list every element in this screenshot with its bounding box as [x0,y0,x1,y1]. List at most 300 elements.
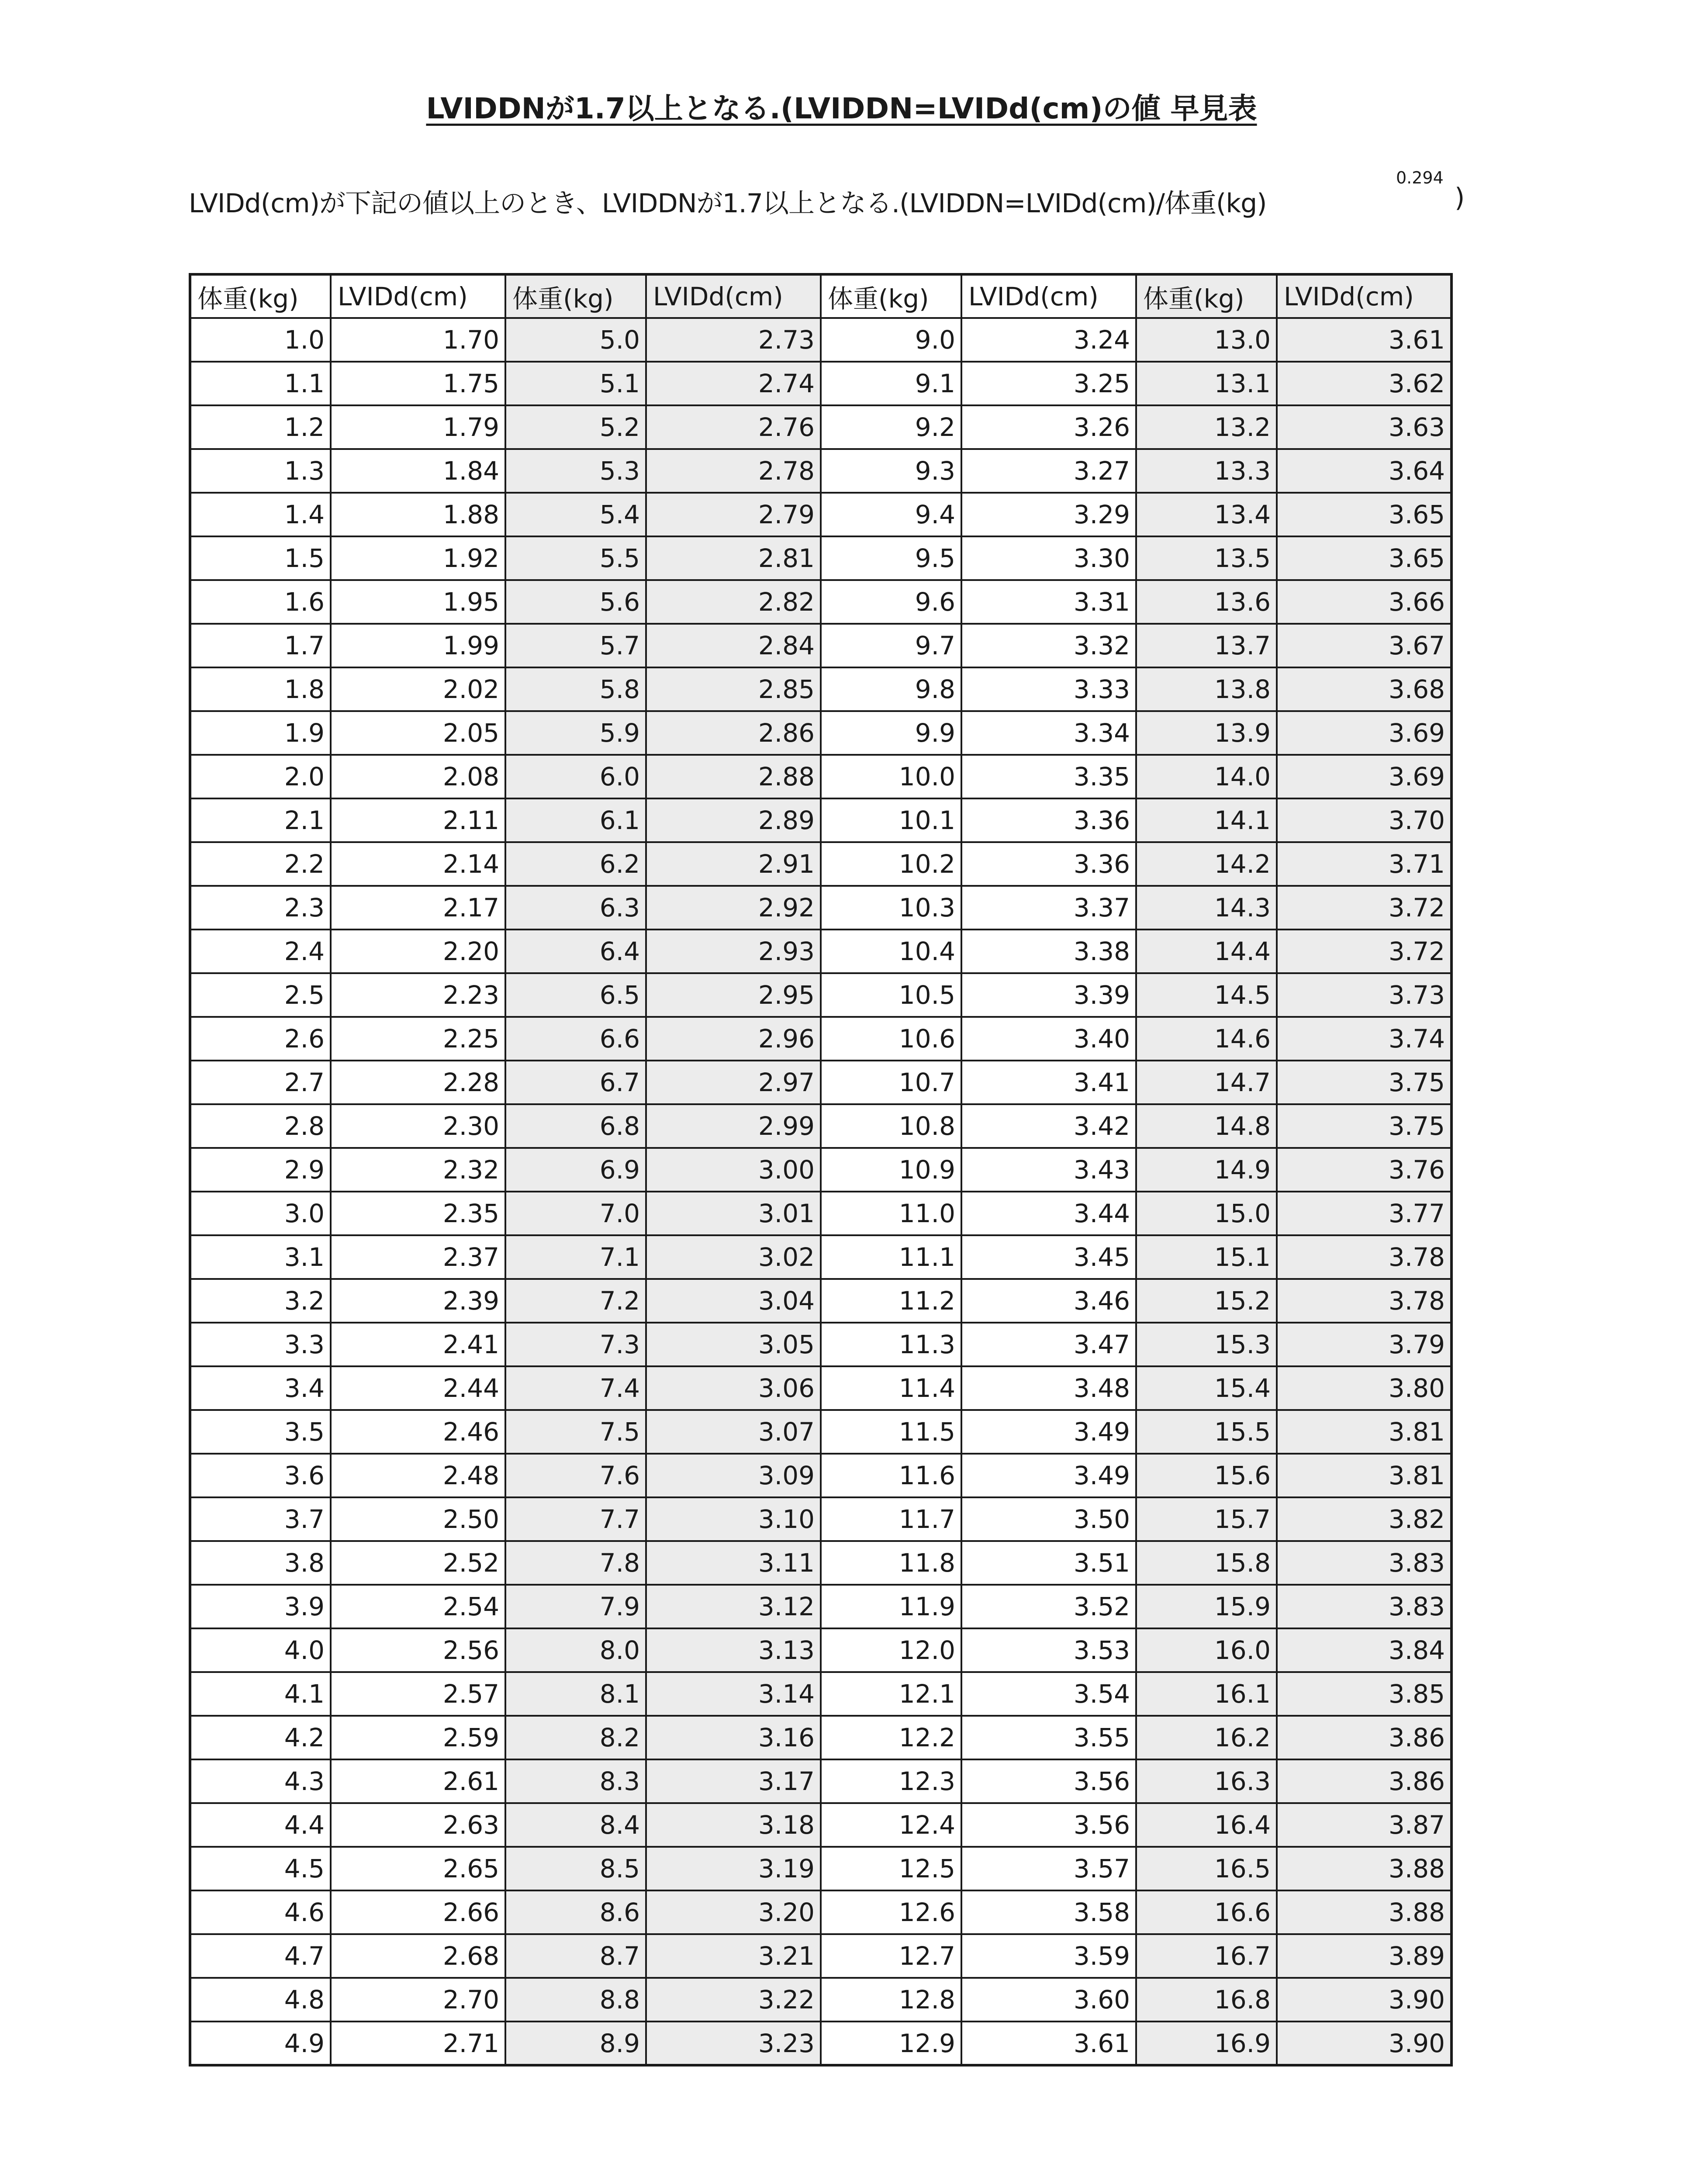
lvidd-cell: 3.74 [1277,1017,1451,1061]
weight-cell: 6.5 [505,973,646,1017]
table-row [190,1454,1451,1497]
lvidd-cell: 3.49 [961,1454,1136,1497]
lvidd-cell: 2.86 [646,711,821,755]
table-row [190,1235,1451,1279]
weight-cell: 2.1 [190,798,331,842]
lvidd-cell: 2.17 [331,886,505,930]
weight-cell: 5.2 [505,405,646,449]
table-row [190,1410,1451,1454]
lvidd-cell: 2.23 [331,973,505,1017]
weight-cell: 7.5 [505,1410,646,1454]
lvidd-cell: 3.67 [1277,624,1451,667]
weight-cell: 11.3 [821,1323,961,1366]
lvidd-cell: 2.91 [646,842,821,886]
lvidd-cell: 3.45 [961,1235,1136,1279]
weight-cell: 15.7 [1136,1497,1277,1541]
lvidd-cell: 3.63 [1277,405,1451,449]
lvidd-cell: 3.02 [646,1235,821,1279]
lvidd-cell: 2.71 [331,2022,505,2065]
weight-cell: 4.2 [190,1716,331,1759]
lvidd-cell: 3.10 [646,1497,821,1541]
weight-cell: 16.9 [1136,2022,1277,2065]
lvidd-cell: 2.48 [331,1454,505,1497]
table-row [190,1934,1451,1978]
lvidd-cell: 3.18 [646,1803,821,1847]
lvidd-cell: 3.21 [646,1934,821,1978]
weight-cell: 11.0 [821,1192,961,1235]
header-lvidd-4: LVIDd(cm) [1277,274,1451,318]
header-weight-2: 体重(kg) [505,274,646,318]
lvidd-cell: 3.06 [646,1366,821,1410]
table-row [190,624,1451,667]
weight-cell: 5.4 [505,493,646,536]
weight-cell: 9.0 [821,318,961,362]
lvidd-cell: 3.69 [1277,755,1451,798]
weight-cell: 9.8 [821,667,961,711]
lvidd-cell: 3.49 [961,1410,1136,1454]
weight-cell: 8.5 [505,1847,646,1890]
weight-cell: 15.2 [1136,1279,1277,1323]
lvidd-cell: 3.90 [1277,1978,1451,2022]
weight-cell: 8.4 [505,1803,646,1847]
table-row [190,798,1451,842]
table-row [190,930,1451,973]
weight-cell: 6.2 [505,842,646,886]
lvidd-cell: 3.72 [1277,930,1451,973]
lvidd-cell: 2.79 [646,493,821,536]
weight-cell: 1.7 [190,624,331,667]
weight-cell: 2.7 [190,1061,331,1104]
weight-cell: 7.9 [505,1585,646,1628]
table-row [190,1279,1451,1323]
lvidd-cell: 3.33 [961,667,1136,711]
lvidd-cell: 3.35 [961,755,1136,798]
weight-cell: 1.3 [190,449,331,493]
table-row [190,1978,1451,2022]
lvidd-cell: 3.14 [646,1672,821,1716]
lvidd-cell: 2.08 [331,755,505,798]
weight-cell: 3.5 [190,1410,331,1454]
weight-cell: 7.3 [505,1323,646,1366]
lvidd-cell: 3.38 [961,930,1136,973]
table-row [190,1759,1451,1803]
weight-cell: 3.4 [190,1366,331,1410]
weight-cell: 10.1 [821,798,961,842]
weight-cell: 16.8 [1136,1978,1277,2022]
weight-cell: 11.9 [821,1585,961,1628]
lvidd-cell: 2.50 [331,1497,505,1541]
lvidd-cell: 2.57 [331,1672,505,1716]
weight-cell: 9.1 [821,362,961,405]
lvidd-cell: 2.44 [331,1366,505,1410]
weight-cell: 16.2 [1136,1716,1277,1759]
lvidd-cell: 2.56 [331,1628,505,1672]
lvidd-cell: 3.55 [961,1716,1136,1759]
lvidd-cell: 3.89 [1277,1934,1451,1978]
weight-cell: 8.1 [505,1672,646,1716]
lvidd-cell: 3.75 [1277,1061,1451,1104]
weight-cell: 2.6 [190,1017,331,1061]
weight-cell: 14.7 [1136,1061,1277,1104]
subtitle-exponent: 0.294 [1396,168,1444,187]
weight-cell: 14.8 [1136,1104,1277,1148]
weight-cell: 16.7 [1136,1934,1277,1978]
weight-cell: 10.6 [821,1017,961,1061]
lvidd-cell: 3.80 [1277,1366,1451,1410]
header-weight-1: 体重(kg) [190,274,331,318]
weight-cell: 16.1 [1136,1672,1277,1716]
weight-cell: 5.5 [505,536,646,580]
lvidd-cell: 2.84 [646,624,821,667]
weight-cell: 13.6 [1136,580,1277,624]
lvidd-cell: 3.46 [961,1279,1136,1323]
lvidd-cell: 2.88 [646,755,821,798]
lvidd-cell: 3.75 [1277,1104,1451,1148]
lvidd-cell: 3.42 [961,1104,1136,1148]
lvidd-cell: 2.93 [646,930,821,973]
lvidd-cell: 3.65 [1277,536,1451,580]
weight-cell: 1.4 [190,493,331,536]
weight-cell: 11.8 [821,1541,961,1585]
weight-cell: 5.8 [505,667,646,711]
weight-cell: 11.4 [821,1366,961,1410]
lvidd-cell: 3.73 [1277,973,1451,1017]
weight-cell: 12.9 [821,2022,961,2065]
lvidd-cell: 2.89 [646,798,821,842]
lvidd-cell: 2.85 [646,667,821,711]
lvidd-cell: 3.77 [1277,1192,1451,1235]
lvidd-cell: 1.99 [331,624,505,667]
lvidd-cell: 2.39 [331,1279,505,1323]
weight-cell: 14.0 [1136,755,1277,798]
weight-cell: 13.1 [1136,362,1277,405]
weight-cell: 4.3 [190,1759,331,1803]
lvidd-cell: 3.90 [1277,2022,1451,2065]
weight-cell: 10.9 [821,1148,961,1192]
weight-cell: 3.1 [190,1235,331,1279]
table-row [190,1061,1451,1104]
lvidd-cell: 2.37 [331,1235,505,1279]
table-row [190,1148,1451,1192]
lvidd-cell: 2.70 [331,1978,505,2022]
lvidd-cell: 1.95 [331,580,505,624]
lvidd-cell: 3.87 [1277,1803,1451,1847]
table-row [190,1803,1451,1847]
weight-cell: 7.4 [505,1366,646,1410]
weight-cell: 8.6 [505,1890,646,1934]
weight-cell: 12.5 [821,1847,961,1890]
lvidd-cell: 3.36 [961,842,1136,886]
weight-cell: 11.7 [821,1497,961,1541]
lvidd-cell: 3.58 [961,1890,1136,1934]
weight-cell: 12.3 [821,1759,961,1803]
weight-cell: 8.7 [505,1934,646,1978]
weight-cell: 4.1 [190,1672,331,1716]
weight-cell: 11.2 [821,1279,961,1323]
lvidd-cell: 2.63 [331,1803,505,1847]
lvidd-cell: 3.16 [646,1716,821,1759]
table-row [190,2022,1451,2065]
lvidd-cell: 2.14 [331,842,505,886]
weight-cell: 12.0 [821,1628,961,1672]
lvidd-cell: 3.30 [961,536,1136,580]
weight-cell: 4.5 [190,1847,331,1890]
weight-cell: 6.0 [505,755,646,798]
header-weight-3: 体重(kg) [821,274,961,318]
lvidd-cell: 3.62 [1277,362,1451,405]
header-weight-4: 体重(kg) [1136,274,1277,318]
table-row [190,973,1451,1017]
weight-cell: 2.0 [190,755,331,798]
weight-cell: 10.8 [821,1104,961,1148]
weight-cell: 3.9 [190,1585,331,1628]
lvidd-cell: 2.20 [331,930,505,973]
weight-cell: 2.4 [190,930,331,973]
lvidd-cell: 3.22 [646,1978,821,2022]
weight-cell: 11.6 [821,1454,961,1497]
lvidd-cell: 3.86 [1277,1716,1451,1759]
weight-cell: 12.1 [821,1672,961,1716]
page-subtitle: LVIDd(cm)が下記の値以上のとき、LVIDDNが1.7以上となる.(LVIDDN=LVIDd(cm)/体重(kg) [189,188,1267,219]
header-lvidd-1: LVIDd(cm) [331,274,505,318]
lvidd-cell: 3.88 [1277,1890,1451,1934]
weight-cell: 13.9 [1136,711,1277,755]
lvidd-cell: 3.00 [646,1148,821,1192]
lvidd-cell: 3.84 [1277,1628,1451,1672]
weight-cell: 6.4 [505,930,646,973]
weight-cell: 8.0 [505,1628,646,1672]
lvidd-cell: 3.24 [961,318,1136,362]
table-row [190,1366,1451,1410]
lvidd-cell: 1.70 [331,318,505,362]
table-row [190,493,1451,536]
weight-cell: 14.3 [1136,886,1277,930]
weight-cell: 14.5 [1136,973,1277,1017]
weight-cell: 4.8 [190,1978,331,2022]
weight-cell: 4.7 [190,1934,331,1978]
weight-cell: 7.8 [505,1541,646,1585]
weight-cell: 9.2 [821,405,961,449]
lvidd-cell: 3.83 [1277,1585,1451,1628]
weight-cell: 16.0 [1136,1628,1277,1672]
lvidd-cell: 2.65 [331,1847,505,1890]
table-row [190,580,1451,624]
lvidd-cell: 2.28 [331,1061,505,1104]
lvidd-cell: 3.60 [961,1978,1136,2022]
header-lvidd-3: LVIDd(cm) [961,274,1136,318]
table-row [190,1017,1451,1061]
weight-cell: 3.0 [190,1192,331,1235]
weight-cell: 8.3 [505,1759,646,1803]
lvidd-cell: 3.69 [1277,711,1451,755]
lvidd-cell: 3.54 [961,1672,1136,1716]
table-row [190,711,1451,755]
lvidd-cell: 2.25 [331,1017,505,1061]
weight-cell: 3.8 [190,1541,331,1585]
weight-cell: 6.9 [505,1148,646,1192]
table-row [190,1847,1451,1890]
weight-cell: 1.8 [190,667,331,711]
lvidd-cell: 3.04 [646,1279,821,1323]
weight-cell: 10.5 [821,973,961,1017]
table-row [190,1104,1451,1148]
weight-cell: 14.6 [1136,1017,1277,1061]
lvidd-cell: 2.46 [331,1410,505,1454]
lvidd-cell: 2.68 [331,1934,505,1978]
table-row [190,1672,1451,1716]
lvidd-cell: 3.17 [646,1759,821,1803]
weight-cell: 16.6 [1136,1890,1277,1934]
lvidd-cell: 2.30 [331,1104,505,1148]
lvidd-cell: 3.53 [961,1628,1136,1672]
weight-cell: 8.8 [505,1978,646,2022]
lvidd-cell: 3.78 [1277,1279,1451,1323]
weight-cell: 13.8 [1136,667,1277,711]
weight-cell: 5.1 [505,362,646,405]
lvidd-cell: 3.61 [961,2022,1136,2065]
weight-cell: 6.3 [505,886,646,930]
lvidd-cell: 3.56 [961,1759,1136,1803]
table-row [190,667,1451,711]
weight-cell: 4.6 [190,1890,331,1934]
lvidd-cell: 3.52 [961,1585,1136,1628]
table-row [190,755,1451,798]
weight-cell: 15.0 [1136,1192,1277,1235]
lvidd-cell: 2.54 [331,1585,505,1628]
lvidd-cell: 3.65 [1277,493,1451,536]
table-row [190,362,1451,405]
weight-cell: 3.7 [190,1497,331,1541]
page-title: LVIDDNが1.7以上となる.(LVIDDN=LVIDd(cm)の値 早見表 [426,92,1257,125]
weight-cell: 13.0 [1136,318,1277,362]
lvidd-cell: 3.56 [961,1803,1136,1847]
weight-cell: 3.3 [190,1323,331,1366]
weight-cell: 10.2 [821,842,961,886]
lvidd-cell: 2.73 [646,318,821,362]
table-row [190,1628,1451,1672]
weight-cell: 2.9 [190,1148,331,1192]
weight-cell: 13.7 [1136,624,1277,667]
lvidd-cell: 3.43 [961,1148,1136,1192]
lvidd-lookup-table [189,273,1453,2067]
weight-cell: 12.4 [821,1803,961,1847]
weight-cell: 15.5 [1136,1410,1277,1454]
lvidd-cell: 2.97 [646,1061,821,1104]
weight-cell: 16.4 [1136,1803,1277,1847]
weight-cell: 14.4 [1136,930,1277,973]
lvidd-cell: 3.57 [961,1847,1136,1890]
table-row [190,405,1451,449]
weight-cell: 9.5 [821,536,961,580]
weight-cell: 6.1 [505,798,646,842]
table-row [190,449,1451,493]
lvidd-cell: 3.68 [1277,667,1451,711]
lvidd-cell: 3.76 [1277,1148,1451,1192]
lvidd-cell: 2.96 [646,1017,821,1061]
weight-cell: 10.4 [821,930,961,973]
weight-cell: 9.3 [821,449,961,493]
weight-cell: 2.3 [190,886,331,930]
table-row [190,1585,1451,1628]
weight-cell: 15.1 [1136,1235,1277,1279]
weight-cell: 13.3 [1136,449,1277,493]
weight-cell: 11.5 [821,1410,961,1454]
lvidd-cell: 3.09 [646,1454,821,1497]
weight-cell: 6.7 [505,1061,646,1104]
lvidd-cell: 2.41 [331,1323,505,1366]
table-row [190,318,1451,362]
lvidd-cell: 3.79 [1277,1323,1451,1366]
lvidd-cell: 3.71 [1277,842,1451,886]
weight-cell: 9.7 [821,624,961,667]
weight-cell: 1.9 [190,711,331,755]
lvidd-cell: 1.88 [331,493,505,536]
weight-cell: 8.9 [505,2022,646,2065]
weight-cell: 1.5 [190,536,331,580]
lvidd-cell: 2.74 [646,362,821,405]
weight-cell: 5.9 [505,711,646,755]
lvidd-cell: 3.05 [646,1323,821,1366]
lvidd-cell: 3.44 [961,1192,1136,1235]
weight-cell: 5.6 [505,580,646,624]
lvidd-cell: 1.75 [331,362,505,405]
weight-cell: 14.1 [1136,798,1277,842]
lvidd-cell: 3.36 [961,798,1136,842]
weight-cell: 13.5 [1136,536,1277,580]
weight-cell: 8.2 [505,1716,646,1759]
lvidd-cell: 2.32 [331,1148,505,1192]
weight-cell: 16.5 [1136,1847,1277,1890]
weight-cell: 7.6 [505,1454,646,1497]
weight-cell: 5.0 [505,318,646,362]
lvidd-cell: 3.59 [961,1934,1136,1978]
weight-cell: 10.7 [821,1061,961,1104]
lvidd-cell: 1.79 [331,405,505,449]
lvidd-cell: 2.78 [646,449,821,493]
weight-cell: 12.6 [821,1890,961,1934]
lvidd-cell: 3.32 [961,624,1136,667]
weight-cell: 7.2 [505,1279,646,1323]
weight-cell: 11.1 [821,1235,961,1279]
lvidd-cell: 2.52 [331,1541,505,1585]
lvidd-cell: 2.81 [646,536,821,580]
weight-cell: 1.1 [190,362,331,405]
weight-cell: 15.9 [1136,1585,1277,1628]
lvidd-cell: 3.78 [1277,1235,1451,1279]
lvidd-cell: 3.82 [1277,1497,1451,1541]
lvidd-cell: 3.85 [1277,1672,1451,1716]
lvidd-cell: 3.27 [961,449,1136,493]
weight-cell: 6.6 [505,1017,646,1061]
lvidd-cell: 3.88 [1277,1847,1451,1890]
table-body [190,318,1451,2065]
weight-cell: 10.0 [821,755,961,798]
lvidd-cell: 3.13 [646,1628,821,1672]
lvidd-cell: 2.05 [331,711,505,755]
weight-cell: 15.3 [1136,1323,1277,1366]
weight-cell: 4.0 [190,1628,331,1672]
lvidd-cell: 3.41 [961,1061,1136,1104]
weight-cell: 4.4 [190,1803,331,1847]
weight-cell: 7.0 [505,1192,646,1235]
weight-cell: 6.8 [505,1104,646,1148]
weight-cell: 1.2 [190,405,331,449]
lvidd-cell: 3.11 [646,1541,821,1585]
lvidd-cell: 3.51 [961,1541,1136,1585]
weight-cell: 1.0 [190,318,331,362]
lvidd-cell: 2.66 [331,1890,505,1934]
weight-cell: 2.8 [190,1104,331,1148]
